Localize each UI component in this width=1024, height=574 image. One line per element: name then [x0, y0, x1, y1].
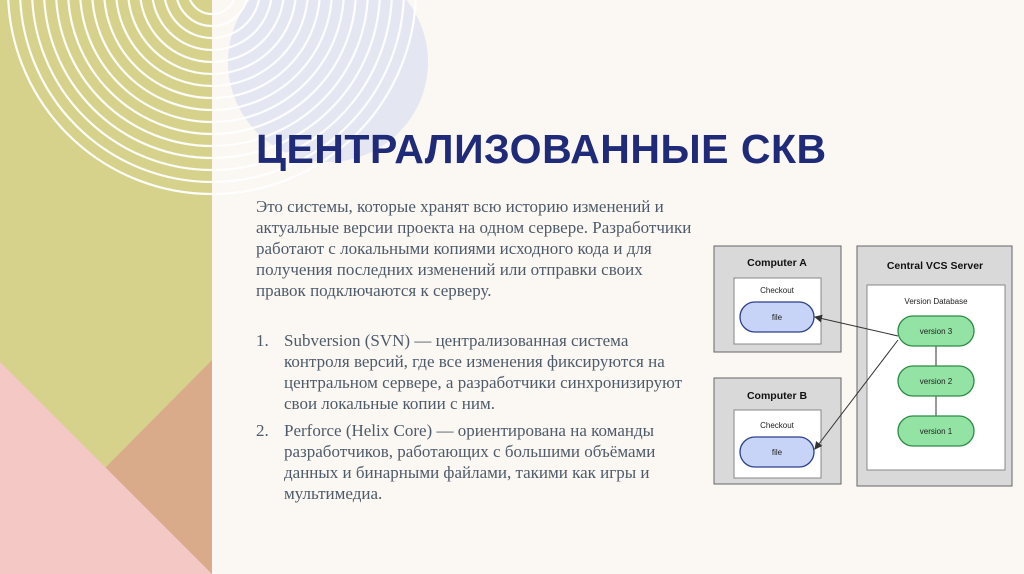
version-2-label: version 2 [919, 377, 953, 386]
list-item [256, 330, 692, 414]
list-item-number: 2. [256, 421, 269, 440]
list-item-number: 1. [256, 331, 269, 350]
server-title: Central VCS Server [886, 260, 984, 272]
intro-paragraph: Это системы, которые хранят всю историю изменений и актуальные версии проекта на одном сервере. Разработчики работают с локальными копиями исходного кода и для получения последних изменений или отправки своих правок подключаются к серверу. [256, 197, 692, 300]
computer-b-title: Computer B [746, 390, 808, 402]
centralized-vcs-diagram [712, 244, 1014, 488]
version-1-label: version 1 [919, 427, 953, 436]
version-3-label: version 3 [919, 327, 953, 336]
computer-b-box [714, 378, 841, 484]
computer-a-box [714, 246, 841, 352]
computer-a-checkout: Checkout [760, 286, 794, 295]
page-title: ЦЕНТРАЛИЗОВАННЫЕ СКВ [256, 126, 827, 172]
computer-a-file-label: file [771, 313, 783, 322]
version-database-label: Version Database [904, 297, 968, 306]
computer-b-checkout: Checkout [760, 421, 794, 430]
computer-a-title: Computer A [747, 257, 807, 269]
vcs-examples-list [256, 330, 692, 510]
list-item-text: Perforce (Helix Core) — ориентирована на команды разработчиков, работающих с большими объёмами данных и бинарными файлами, такими как игры и мультимедиа. [284, 421, 656, 503]
server-box [857, 246, 1012, 486]
list-item-text: Subversion (SVN) — централизованная система контроля версий, где все изменения фиксируются на центральном сервере, а разработчики синхронизируют свои локальные копии с ним. [284, 331, 683, 413]
computer-b-file-label: file [771, 448, 783, 457]
list-item [256, 420, 692, 504]
